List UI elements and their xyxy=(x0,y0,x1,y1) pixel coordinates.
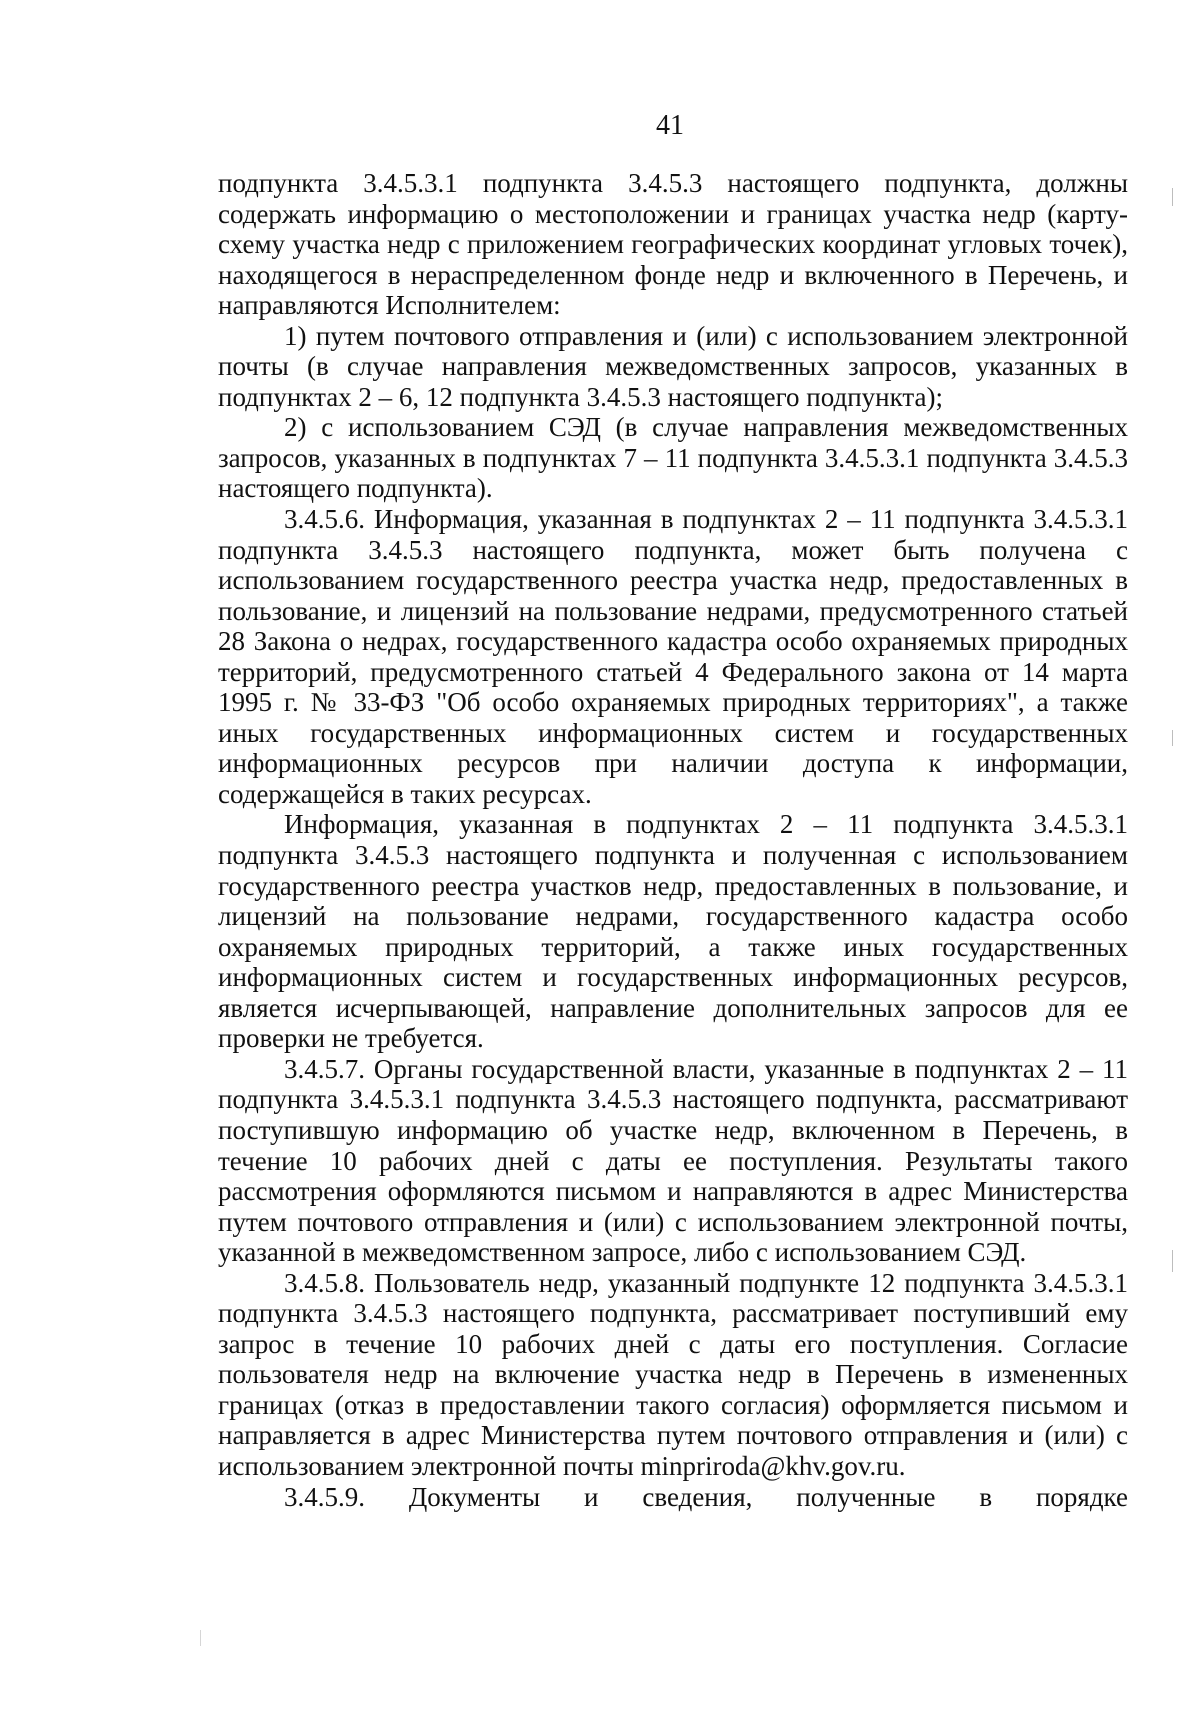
paragraph-information-exhaustive: Информация, указанная в подпунктах 2 – 11 подпункта 3.4.5.3.1 подпункта 3.4.5.3 настоящего подпункта и полученная с использованием государственного реестра участков недр, предоставленных в пользование, и лицензий на пользование недрами, государственного кадастра особо охраняемых природных территорий, а также иных государственных информационных систем и государственных информационных ресурсов, является исчерпывающей, направление дополнительных запросов для ее проверки не требуется. xyxy=(218,809,1128,1054)
paragraph-3-4-5-7: 3.4.5.7. Органы государственной власти, указанные в подпунктах 2 – 11 подпункта 3.4.5.3.1 подпункта 3.4.5.3 настоящего подпункта, рассматривают поступившую информацию об участке недр, включенном в Перечень, в течение 10 рабочих дней с даты ее поступления. Результаты такого рассмотрения оформляются письмом и направляются в адрес Министерства путем почтового отправления и (или) с использованием электронной почты, указанной в межведомственном запросе, либо с использованием СЭД. xyxy=(218,1053,1128,1268)
paragraph-3-4-5-8: 3.4.5.8. Пользователь недр, указанный подпункте 12 подпункта 3.4.5.3.1 подпункта 3.4.5.3 настоящего подпункта, рассматривает поступивший ему запрос в течение 10 рабочих дней с даты его поступления. Согласие пользователя недр на включение участка недр в Перечень в измененных границах (отказ в предоставлении такого согласия) оформляется письмом и направляется в адрес Министерства путем почтового отправления и (или) с использованием электронной почты minpriroda@khv.gov.ru. xyxy=(218,1267,1128,1481)
paragraph-3-4-5-6: 3.4.5.6. Информация, указанная в подпунктах 2 – 11 подпункта 3.4.5.3.1 подпункта 3.4.5.3 настоящего подпункта, может быть получена с использованием государственного реестра участка недр, предоставленных в пользование, и лицензий на пользование недрами, предусмотренного статьей 28 Закона о недрах, государственного кадастра особо охраняемых природных территорий, предусмотренного статьей 4 Федерального закона от 14 марта 1995 г. № 33-ФЗ "Об особо охраняемых природных территориях", а также иных государственных информационных систем и государственных информационных ресурсов при наличии доступа к информации, содержащейся в таких ресурсах. xyxy=(218,504,1128,809)
scan-artifact-line xyxy=(1172,730,1173,746)
paragraph-3-4-5-9: 3.4.5.9. Документы и сведения, полученные в порядке xyxy=(284,1481,1128,1512)
scan-artifact-line xyxy=(1172,1250,1173,1272)
page-number: 41 xyxy=(656,110,684,141)
document-body xyxy=(218,168,1128,1512)
paragraph-list-item-2: 2) с использованием СЭД (в случае направления межведомственных запросов, указанных в подпунктах 7 – 11 подпункта 3.4.5.3.1 подпункта 3.4.5.3 настоящего подпункта). xyxy=(218,412,1128,504)
paragraph-continuation: подпункта 3.4.5.3.1 подпункта 3.4.5.3 настоящего подпункта, должны содержать информацию о местоположении и границах участка недр (карту-схему участка недр с приложением географических координат угловых точек), находящегося в нераспределенном фонде недр и включенного в Перечень, и направляются Исполнителем: xyxy=(218,168,1128,321)
scan-artifact-line xyxy=(200,1630,201,1646)
paragraph-list-item-1: 1) путем почтового отправления и (или) с использованием электронной почты (в случае направления межведомственных запросов, указанных в подпунктах 2 – 6, 12 подпункта 3.4.5.3 настоящего подпункта); xyxy=(218,320,1128,412)
scan-artifact-line xyxy=(1172,188,1173,206)
